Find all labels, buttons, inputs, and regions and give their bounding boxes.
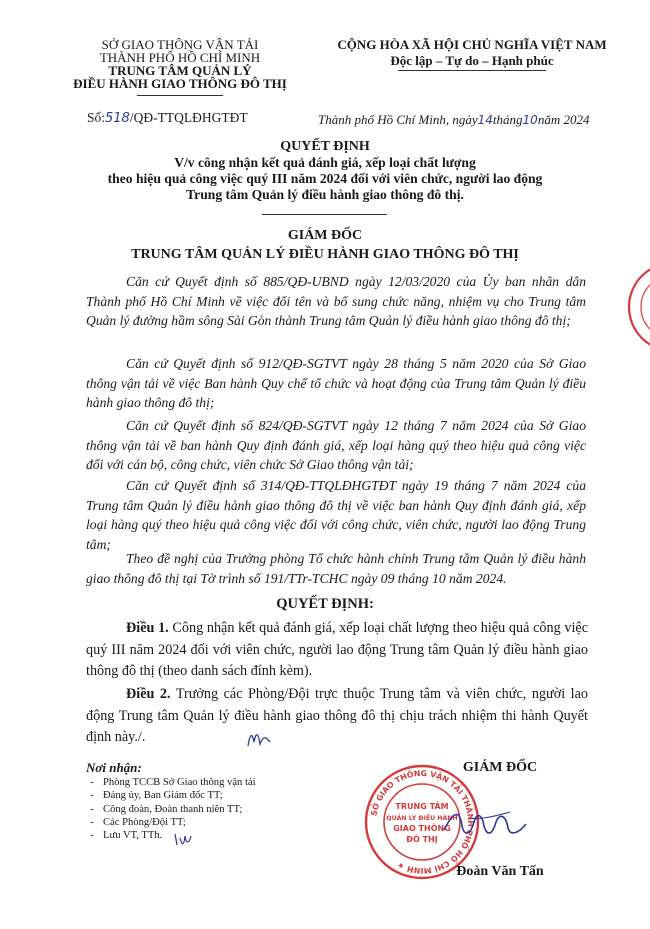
svg-text:GIAO THÔNG: GIAO THÔNG [393, 824, 451, 833]
edge-seal-fragment [625, 262, 650, 352]
header-right [322, 38, 622, 67]
svg-text:SỞ GIAO THÔNG VẬN TẢI THÀNH PH: SỞ GIAO THÔNG VẬN TẢI THÀNH PHỐ HỒ CHÍ MINH ★ [369, 768, 476, 876]
article-1-text: Công nhận kết quả đánh giá, xếp loại chất lượng theo hiệu quả công việc quý III năm 2024 đối với viên chức, người lao động Trung tâm Quản lý điều hành giao thông đô thị (theo danh sách đính kèm). [86, 620, 589, 679]
title-main: QUYẾT ĐỊNH [280, 139, 370, 154]
motto-line: Độc lập – Tự do – Hạnh phúc [390, 53, 554, 68]
title-underline [262, 214, 387, 215]
recipient-item: - Các Phòng/Đội TT; [0, 816, 300, 829]
basis-1: Căn cứ Quyết định số 885/QĐ-UBND ngày 12/03/2020 của Ủy ban nhân dân Thành phố Hồ Chí Minh về việc đổi tên và bổ sung chức năng, nhiệm vụ cho Trung tâm Quản lý đường hầm sông Sài Gòn thành Trung tâm Quản lý điều hành giao thông đô thị; [86, 274, 586, 328]
basis-3: Căn cứ Quyết định số 824/QĐ-SGTVT ngày 12 tháng 7 năm 2024 của Sở Giao thông vận tải về ban hành Quy định đánh giá, xếp loại hàng quý theo hiệu quả công việc đối với cán bộ, công chức, viên chức Sở Giao thông vận tải; [86, 418, 586, 472]
basis-2: Căn cứ Quyết định số 912/QĐ-SGTVT ngày 28 tháng 5 năm 2020 của Sở Giao thông vận tải về việc Ban hành Quy chế tổ chức và hoạt động của Trung tâm Quản lý điều hành giao thông đô thị; [86, 356, 586, 410]
svg-text:TRUNG TÂM: TRUNG TÂM [395, 802, 449, 811]
number-prefix: Số: [87, 110, 106, 125]
recipient-item: - Phòng TCCB Sở Giao thông vận tải [0, 776, 300, 789]
recipient-item: - Công đoàn, Đoàn thanh niên TT; [0, 803, 300, 816]
initial-mark [244, 728, 274, 750]
date-day: 14 [477, 113, 493, 127]
motto-underline [398, 70, 546, 71]
agency-line-3: TRUNG TÂM QUẢN LÝ [108, 63, 252, 78]
date-line [318, 112, 589, 128]
title-subject-3: Trung tâm Quản lý điều hành giao thông đô thị. [186, 187, 464, 202]
authority-block [60, 226, 590, 264]
date-month: 10 [522, 113, 538, 127]
decision-heading: QUYẾT ĐỊNH: [276, 596, 374, 612]
recipient-initial-mark [172, 830, 194, 848]
agency-line-2: THÀNH PHỐ HỒ CHÍ MINH [99, 50, 261, 65]
agency-line-1: SỞ GIAO THÔNG VẬN TẢI [101, 37, 259, 52]
basis-4: Căn cứ Quyết định số 314/QĐ-TTQLĐHGTĐT ngày 19 tháng 7 năm 2024 của Trung tâm Quản lý điều hành giao thông đô thị về việc ban hành Quy định đánh giá, xếp loại hàng quý theo hiệu quả công việc đối với công chức, viên chức, người lao động Trung tâm; [86, 478, 586, 552]
authority-org: TRUNG TÂM QUẢN LÝ ĐIỀU HÀNH GIAO THÔNG ĐÔ THỊ [131, 247, 519, 262]
title-subject-2: theo hiệu quả công việc quý III năm 2024 đối với viên chức, người lao động [107, 171, 543, 186]
recipients-heading: Nơi nhận: [86, 760, 142, 775]
article-1 [86, 618, 588, 683]
title-block [60, 139, 590, 203]
agency-line-4: ĐIỀU HÀNH GIAO THÔNG ĐÔ THỊ [73, 76, 287, 91]
recipient-item: - Lưu VT, TTh. [0, 829, 300, 842]
article-2-label: Điều 2. [126, 686, 171, 702]
date-mid: tháng [492, 112, 523, 127]
article-1-label: Điều 1. [126, 620, 169, 636]
date-suffix: năm 2024 [537, 112, 590, 127]
signature-role: GIÁM ĐỐC [462, 760, 538, 775]
header-left [70, 38, 290, 90]
authority-title: GIÁM ĐỐC [287, 228, 363, 243]
handwritten-signature [440, 800, 530, 844]
header-left-underline [137, 95, 223, 96]
recipients-list [0, 776, 300, 842]
svg-text:ĐÔ THỊ: ĐÔ THỊ [406, 835, 438, 844]
nation-line: CỘNG HÒA XÃ HỘI CHỦ NGHĨA VIỆT NAM [337, 37, 607, 52]
date-prefix: Thành phố Hồ Chí Minh, ngày [318, 112, 478, 127]
article-2 [86, 684, 588, 749]
document-number [87, 110, 248, 126]
number-suffix: /QĐ-TTQLĐHGTĐT [129, 110, 248, 125]
signer-name: Đoàn Văn Tấn [456, 864, 544, 879]
svg-text:QUẢN LÝ ĐIỀU HÀNH: QUẢN LÝ ĐIỀU HÀNH [386, 815, 458, 822]
title-subject-1: V/v công nhận kết quả đánh giá, xếp loại chất lượng [174, 155, 476, 170]
recipient-item: - Đảng ủy, Ban Giám đốc TT; [0, 789, 300, 802]
number-handwritten: 518 [105, 111, 130, 126]
article-2-text: Trưởng các Phòng/Đội trực thuộc Trung tâm và viên chức, người lao động Trung tâm Quản lý điều hành giao thông đô thị chịu trách nhiệm thi hành Quyết định này./. [86, 686, 589, 745]
basis-5: Theo đề nghị của Trưởng phòng Tổ chức hành chính Trung tâm Quản lý điều hành giao thông đô thị tại Tờ trình số 191/TTr-TCHC ngày 09 tháng 10 năm 2024. [86, 551, 586, 586]
